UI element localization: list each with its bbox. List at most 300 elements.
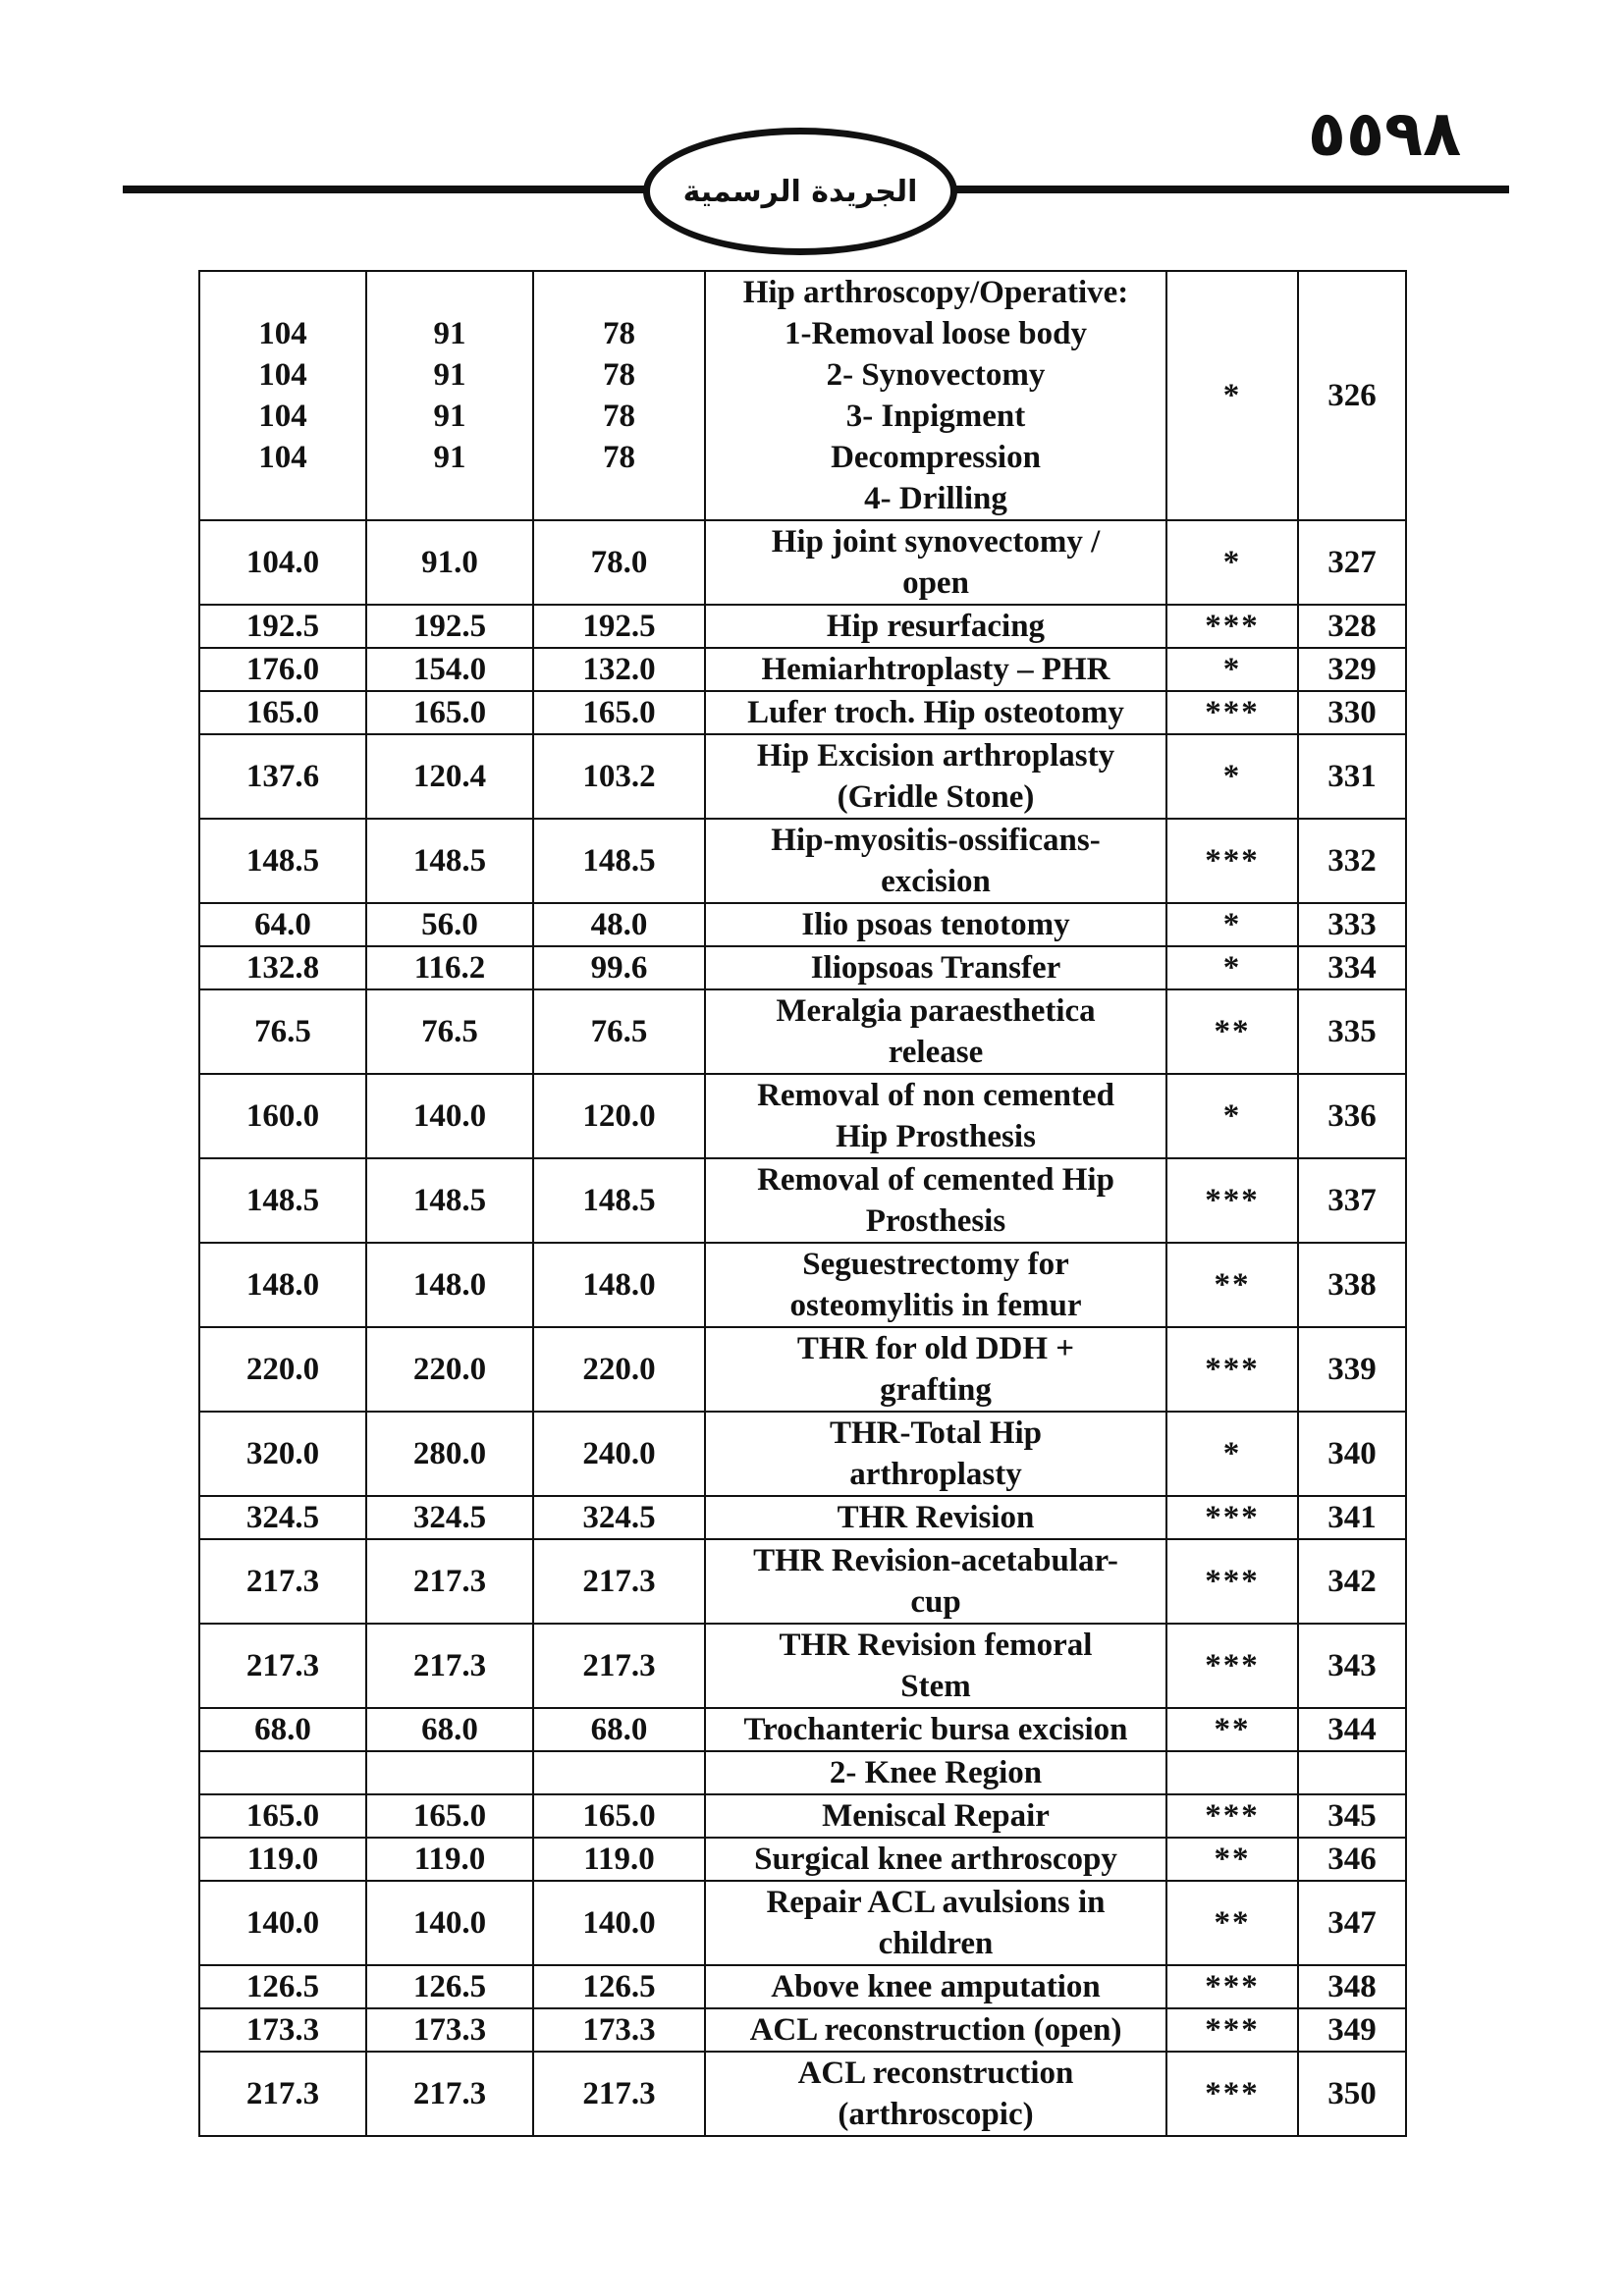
procedure-description-line: Hip arthroscopy/Operative: bbox=[742, 275, 1129, 310]
table-row bbox=[199, 946, 1406, 989]
category-mark: *** bbox=[1166, 1158, 1298, 1243]
fee-col-2 bbox=[366, 2052, 533, 2136]
category-mark: *** bbox=[1166, 1496, 1298, 1539]
table-row bbox=[199, 2052, 1406, 2136]
procedure-description-line: Surgical knee arthroscopy bbox=[754, 1842, 1117, 1877]
procedure-code: 334 bbox=[1298, 946, 1406, 989]
procedure-description bbox=[705, 2008, 1166, 2052]
fee-col-3-line: 68.0 bbox=[590, 1712, 648, 1747]
procedure-description-line: THR Revision-acetabular- bbox=[753, 1543, 1118, 1578]
procedure-description bbox=[705, 946, 1166, 989]
fee-col-1 bbox=[199, 605, 366, 648]
fee-col-1 bbox=[199, 1496, 366, 1539]
procedure-description bbox=[705, 1496, 1166, 1539]
table-row bbox=[199, 1624, 1406, 1708]
fee-col-1-line: 220.0 bbox=[245, 1352, 320, 1387]
procedure-description bbox=[705, 1412, 1166, 1496]
procedure-description-line: 3- Inpigment bbox=[845, 399, 1026, 434]
procedure-code: 326 bbox=[1298, 271, 1406, 520]
fee-col-3-line: 78 bbox=[603, 357, 635, 393]
procedure-code: 333 bbox=[1298, 903, 1406, 946]
category-mark: *** bbox=[1166, 819, 1298, 903]
procedure-code bbox=[1298, 1751, 1406, 1794]
procedure-description-line: release bbox=[888, 1035, 984, 1070]
fee-col-3-line: 78 bbox=[603, 316, 635, 351]
procedure-description bbox=[705, 1327, 1166, 1412]
procedure-description-line: Ilio psoas tenotomy bbox=[801, 907, 1070, 942]
procedure-code: 332 bbox=[1298, 819, 1406, 903]
fee-col-3-line: 324.5 bbox=[582, 1500, 656, 1535]
fee-col-1-line: 104 bbox=[258, 440, 307, 475]
fee-col-3 bbox=[533, 1794, 705, 1838]
fee-col-1-line: 64.0 bbox=[254, 907, 311, 942]
category-mark: *** bbox=[1166, 2052, 1298, 2136]
procedure-description-line: Hip joint synovectomy / bbox=[771, 524, 1101, 560]
procedure-description bbox=[705, 989, 1166, 1074]
fee-col-3 bbox=[533, 2008, 705, 2052]
procedure-code: 347 bbox=[1298, 1881, 1406, 1965]
fee-col-2-line: 148.5 bbox=[412, 1183, 487, 1218]
fee-col-2-line: 120.4 bbox=[412, 759, 487, 794]
procedure-description bbox=[705, 520, 1166, 605]
fee-col-1-line: 148.5 bbox=[245, 1183, 320, 1218]
procedure-description-line: open bbox=[902, 565, 969, 601]
procedure-description-line: (Gridle Stone) bbox=[837, 779, 1035, 815]
fee-col-3-line: 217.3 bbox=[582, 2076, 656, 2111]
fee-col-2-line: 119.0 bbox=[413, 1842, 486, 1877]
procedure-description-line: excision bbox=[881, 864, 991, 899]
category-mark: *** bbox=[1166, 1539, 1298, 1624]
procedure-code: 336 bbox=[1298, 1074, 1406, 1158]
fee-col-1 bbox=[199, 271, 366, 520]
category-mark: ** bbox=[1166, 1243, 1298, 1327]
procedure-description-line: Meralgia paraesthetica bbox=[776, 993, 1096, 1029]
procedure-description bbox=[705, 1965, 1166, 2008]
category-mark: ** bbox=[1166, 1708, 1298, 1751]
fee-col-3 bbox=[533, 1708, 705, 1751]
fee-col-2-line: 148.5 bbox=[412, 843, 487, 879]
fee-col-3 bbox=[533, 1539, 705, 1624]
fee-col-3-line: 132.0 bbox=[582, 652, 656, 687]
fee-col-1-line: 217.3 bbox=[245, 1564, 320, 1599]
fee-col-1 bbox=[199, 1539, 366, 1624]
procedure-description bbox=[705, 648, 1166, 691]
table-row bbox=[199, 605, 1406, 648]
procedure-description bbox=[705, 1074, 1166, 1158]
category-mark: *** bbox=[1166, 1794, 1298, 1838]
fee-col-3-line: 99.6 bbox=[590, 950, 648, 986]
fee-col-3 bbox=[533, 989, 705, 1074]
fee-col-3 bbox=[533, 1751, 705, 1794]
page-number: ٥٥٩٨ bbox=[1307, 98, 1462, 171]
procedure-code: 331 bbox=[1298, 734, 1406, 819]
fee-col-3-line: 240.0 bbox=[582, 1436, 656, 1471]
procedure-description bbox=[705, 1243, 1166, 1327]
procedure-description bbox=[705, 1708, 1166, 1751]
fee-col-1 bbox=[199, 2052, 366, 2136]
procedure-description-line: Lufer troch. Hip osteotomy bbox=[747, 695, 1124, 730]
fee-col-1 bbox=[199, 1708, 366, 1751]
procedure-description bbox=[705, 734, 1166, 819]
fee-col-2 bbox=[366, 1496, 533, 1539]
category-mark: *** bbox=[1166, 605, 1298, 648]
procedure-description-line: Meniscal Repair bbox=[822, 1798, 1050, 1834]
fee-col-3-line: 78 bbox=[603, 399, 635, 434]
category-mark: *** bbox=[1166, 2008, 1298, 2052]
procedure-description-line: 1-Removal loose body bbox=[785, 316, 1087, 351]
fee-col-1-line: 160.0 bbox=[245, 1098, 320, 1134]
procedure-description-line: ACL reconstruction (open) bbox=[749, 2012, 1122, 2048]
fee-col-1 bbox=[199, 819, 366, 903]
procedure-description-line: Seguestrectomy for bbox=[802, 1247, 1069, 1282]
fee-col-1-line: 140.0 bbox=[245, 1905, 320, 1941]
fee-col-2 bbox=[366, 819, 533, 903]
procedure-code: 342 bbox=[1298, 1539, 1406, 1624]
procedure-code: 350 bbox=[1298, 2052, 1406, 2136]
fee-col-3-line: 103.2 bbox=[582, 759, 656, 794]
fee-col-3-line: 148.0 bbox=[582, 1267, 656, 1303]
fee-col-3-line: 217.3 bbox=[582, 1564, 656, 1599]
procedure-description-line: (arthroscopic) bbox=[838, 2097, 1034, 2132]
fee-col-1 bbox=[199, 1751, 366, 1794]
fee-col-3 bbox=[533, 605, 705, 648]
fee-col-2 bbox=[366, 605, 533, 648]
fee-col-3-line: 220.0 bbox=[582, 1352, 656, 1387]
fee-col-3 bbox=[533, 1412, 705, 1496]
procedure-code: 344 bbox=[1298, 1708, 1406, 1751]
fee-col-3-line: 165.0 bbox=[582, 1798, 656, 1834]
procedure-description bbox=[705, 1158, 1166, 1243]
table-row bbox=[199, 1158, 1406, 1243]
procedure-description-line: Hip-myositis-ossificans- bbox=[771, 823, 1101, 858]
fee-col-2-line: 140.0 bbox=[412, 1905, 487, 1941]
fee-col-2 bbox=[366, 1539, 533, 1624]
procedure-code: 337 bbox=[1298, 1158, 1406, 1243]
fee-col-3-line: 192.5 bbox=[582, 609, 656, 644]
fee-col-3 bbox=[533, 903, 705, 946]
category-mark: *** bbox=[1166, 1965, 1298, 2008]
table-row bbox=[199, 520, 1406, 605]
fee-col-2 bbox=[366, 648, 533, 691]
fee-col-1-line: 165.0 bbox=[245, 1798, 320, 1834]
procedure-description-line: THR for old DDH + bbox=[796, 1331, 1075, 1366]
procedure-description-line: Hip Prosthesis bbox=[836, 1119, 1036, 1154]
fee-col-2-line: 165.0 bbox=[412, 1798, 487, 1834]
procedure-description-line: Removal of cemented Hip bbox=[757, 1162, 1114, 1198]
procedure-description bbox=[705, 1751, 1166, 1794]
fee-col-2 bbox=[366, 1881, 533, 1965]
fee-col-1 bbox=[199, 1881, 366, 1965]
fee-col-2 bbox=[366, 1327, 533, 1412]
fee-col-2 bbox=[366, 520, 533, 605]
category-mark: *** bbox=[1166, 1624, 1298, 1708]
procedure-code: 328 bbox=[1298, 605, 1406, 648]
table-row bbox=[199, 819, 1406, 903]
fee-col-3-line: 76.5 bbox=[590, 1014, 648, 1049]
fee-col-3 bbox=[533, 1624, 705, 1708]
fee-col-3 bbox=[533, 691, 705, 734]
fee-col-2 bbox=[366, 989, 533, 1074]
fee-col-2 bbox=[366, 1794, 533, 1838]
fee-col-3-line: 78.0 bbox=[590, 545, 648, 580]
fee-col-2-line: 76.5 bbox=[421, 1014, 478, 1049]
fee-col-2 bbox=[366, 2008, 533, 2052]
fee-col-1-line: 176.0 bbox=[245, 652, 320, 687]
category-mark: * bbox=[1166, 271, 1298, 520]
fee-col-2-line: 148.0 bbox=[412, 1267, 487, 1303]
fee-col-2-line: 165.0 bbox=[412, 695, 487, 730]
procedure-description-line: 2- Knee Region bbox=[829, 1755, 1043, 1790]
category-mark: *** bbox=[1166, 691, 1298, 734]
procedure-description bbox=[705, 1838, 1166, 1881]
fee-col-2 bbox=[366, 1965, 533, 2008]
fee-col-1-line: 148.5 bbox=[245, 843, 320, 879]
procedure-description-line: THR Revision bbox=[837, 1500, 1035, 1535]
table-row bbox=[199, 1965, 1406, 2008]
fee-col-2 bbox=[366, 1624, 533, 1708]
procedure-description bbox=[705, 2052, 1166, 2136]
fee-col-2 bbox=[366, 903, 533, 946]
fee-col-2-line: 126.5 bbox=[412, 1969, 487, 2004]
procedure-description-line: THR Revision femoral bbox=[779, 1628, 1093, 1663]
procedure-description-line: Removal of non cemented bbox=[757, 1078, 1114, 1113]
fee-col-1 bbox=[199, 1965, 366, 2008]
fee-col-2 bbox=[366, 1751, 533, 1794]
table-row bbox=[199, 2008, 1406, 2052]
fee-col-2-line: 91.0 bbox=[421, 545, 478, 580]
category-mark: * bbox=[1166, 946, 1298, 989]
fee-col-2-line: 154.0 bbox=[412, 652, 487, 687]
category-mark: * bbox=[1166, 648, 1298, 691]
procedure-description-line: Prosthesis bbox=[865, 1203, 1006, 1239]
fee-col-2-line: 217.3 bbox=[412, 1564, 487, 1599]
fee-col-1 bbox=[199, 1838, 366, 1881]
fee-col-3 bbox=[533, 271, 705, 520]
fee-col-3 bbox=[533, 1243, 705, 1327]
procedure-description bbox=[705, 819, 1166, 903]
fee-col-2-line: 68.0 bbox=[421, 1712, 478, 1747]
procedure-description-line: Hip resurfacing bbox=[826, 609, 1046, 644]
fee-col-1 bbox=[199, 1074, 366, 1158]
procedure-description bbox=[705, 271, 1166, 520]
procedure-description-line: THR-Total Hip bbox=[829, 1415, 1043, 1451]
fee-col-2-line: 91 bbox=[433, 399, 466, 434]
fee-col-1 bbox=[199, 946, 366, 989]
category-mark: *** bbox=[1166, 1327, 1298, 1412]
procedure-description-line: osteomylitis in femur bbox=[789, 1288, 1082, 1323]
fee-col-2 bbox=[366, 691, 533, 734]
procedure-code: 329 bbox=[1298, 648, 1406, 691]
fee-col-2 bbox=[366, 734, 533, 819]
fee-col-3-line: 148.5 bbox=[582, 1183, 656, 1218]
fee-col-3-line: 173.3 bbox=[582, 2012, 656, 2048]
fee-col-3 bbox=[533, 1327, 705, 1412]
fee-col-3 bbox=[533, 1881, 705, 1965]
procedure-description-line: ACL reconstruction bbox=[797, 2056, 1074, 2091]
procedure-description-line: Hip Excision arthroplasty bbox=[756, 738, 1115, 774]
procedure-code: 339 bbox=[1298, 1327, 1406, 1412]
fee-col-1 bbox=[199, 691, 366, 734]
fee-col-1 bbox=[199, 648, 366, 691]
fee-col-3 bbox=[533, 1158, 705, 1243]
fee-col-3-line: 126.5 bbox=[582, 1969, 656, 2004]
fee-col-1 bbox=[199, 1327, 366, 1412]
fee-col-1-line: 104.0 bbox=[245, 545, 320, 580]
procedure-description bbox=[705, 1539, 1166, 1624]
procedure-description-line: Above knee amputation bbox=[771, 1969, 1101, 2004]
fee-col-3-line: 165.0 bbox=[582, 695, 656, 730]
procedure-description bbox=[705, 1794, 1166, 1838]
procedure-description-line: 2- Synovectomy bbox=[826, 357, 1046, 393]
procedure-code: 330 bbox=[1298, 691, 1406, 734]
fee-col-1-line: 68.0 bbox=[254, 1712, 311, 1747]
fee-col-3 bbox=[533, 1496, 705, 1539]
fee-col-1 bbox=[199, 734, 366, 819]
procedure-description-line: grafting bbox=[880, 1372, 992, 1408]
fee-col-1-line: 192.5 bbox=[245, 609, 320, 644]
table-row bbox=[199, 1243, 1406, 1327]
fee-col-1-line: 165.0 bbox=[245, 695, 320, 730]
procedure-description-line: children bbox=[878, 1926, 994, 1961]
fee-col-3-line: 217.3 bbox=[582, 1648, 656, 1683]
category-mark: ** bbox=[1166, 989, 1298, 1074]
fee-col-1-line: 217.3 bbox=[245, 1648, 320, 1683]
procedure-description-line: cup bbox=[910, 1584, 961, 1620]
fee-col-3 bbox=[533, 734, 705, 819]
table-row bbox=[199, 1327, 1406, 1412]
procedure-code: 341 bbox=[1298, 1496, 1406, 1539]
gazette-title-oval bbox=[643, 128, 957, 255]
fee-col-2-line: 140.0 bbox=[412, 1098, 487, 1134]
fee-col-1 bbox=[199, 520, 366, 605]
fee-col-3 bbox=[533, 520, 705, 605]
fee-col-2-line: 280.0 bbox=[412, 1436, 487, 1471]
fee-col-1-line: 119.0 bbox=[246, 1842, 319, 1877]
procedure-description-line: Trochanteric bursa excision bbox=[743, 1712, 1128, 1747]
table-row bbox=[199, 1838, 1406, 1881]
fee-col-2 bbox=[366, 1838, 533, 1881]
fee-col-1 bbox=[199, 1794, 366, 1838]
table-row bbox=[199, 989, 1406, 1074]
fee-col-1-line: 173.3 bbox=[245, 2012, 320, 2048]
fee-col-1-line: 137.6 bbox=[245, 759, 320, 794]
category-mark: * bbox=[1166, 1412, 1298, 1496]
fee-col-2-line: 91 bbox=[433, 440, 466, 475]
procedure-code: 349 bbox=[1298, 2008, 1406, 2052]
table-row bbox=[199, 1074, 1406, 1158]
fee-col-2-line: 217.3 bbox=[412, 2076, 487, 2111]
procedure-code: 327 bbox=[1298, 520, 1406, 605]
table-row bbox=[199, 734, 1406, 819]
procedure-description bbox=[705, 1881, 1166, 1965]
gazette-title: الجريدة الرسمية bbox=[682, 174, 918, 209]
procedure-description bbox=[705, 691, 1166, 734]
fee-col-2 bbox=[366, 946, 533, 989]
fee-col-2 bbox=[366, 271, 533, 520]
fee-col-3 bbox=[533, 648, 705, 691]
fee-col-2 bbox=[366, 1708, 533, 1751]
fee-col-1-line: 217.3 bbox=[245, 2076, 320, 2111]
category-mark: * bbox=[1166, 520, 1298, 605]
procedure-code: 348 bbox=[1298, 1965, 1406, 2008]
fee-col-2 bbox=[366, 1074, 533, 1158]
fee-col-1-line: 76.5 bbox=[254, 1014, 311, 1049]
procedure-code: 345 bbox=[1298, 1794, 1406, 1838]
fee-col-3-line: 148.5 bbox=[582, 843, 656, 879]
fee-col-2 bbox=[366, 1158, 533, 1243]
fee-col-3-line: 78 bbox=[603, 440, 635, 475]
category-mark: * bbox=[1166, 734, 1298, 819]
fee-table-body bbox=[199, 271, 1406, 2136]
category-mark: ** bbox=[1166, 1838, 1298, 1881]
fee-col-3 bbox=[533, 946, 705, 989]
fee-col-1 bbox=[199, 2008, 366, 2052]
table-row bbox=[199, 1412, 1406, 1496]
fee-col-1-line: 132.8 bbox=[245, 950, 320, 986]
fee-col-2-line: 220.0 bbox=[412, 1352, 487, 1387]
table-row bbox=[199, 691, 1406, 734]
table-row bbox=[199, 1708, 1406, 1751]
fee-col-2-line: 173.3 bbox=[412, 2012, 487, 2048]
fee-col-2-line: 56.0 bbox=[421, 907, 478, 942]
fee-col-2-line: 217.3 bbox=[412, 1648, 487, 1683]
fee-col-1 bbox=[199, 1243, 366, 1327]
fee-col-3-line: 119.0 bbox=[583, 1842, 655, 1877]
fee-col-3-line: 120.0 bbox=[582, 1098, 656, 1134]
category-mark: ** bbox=[1166, 1881, 1298, 1965]
fee-col-1-line: 104 bbox=[258, 316, 307, 351]
procedure-description bbox=[705, 903, 1166, 946]
procedure-code: 346 bbox=[1298, 1838, 1406, 1881]
fee-col-3 bbox=[533, 2052, 705, 2136]
fee-col-2-line: 116.2 bbox=[413, 950, 486, 986]
fee-col-1-line: 324.5 bbox=[245, 1500, 320, 1535]
table-row bbox=[199, 271, 1406, 520]
fee-col-3-line: 140.0 bbox=[582, 1905, 656, 1941]
table-row bbox=[199, 1496, 1406, 1539]
fee-col-2-line: 91 bbox=[433, 316, 466, 351]
table-row bbox=[199, 648, 1406, 691]
fee-col-1 bbox=[199, 903, 366, 946]
category-mark: * bbox=[1166, 1074, 1298, 1158]
fee-col-2-line: 91 bbox=[433, 357, 466, 393]
fee-schedule-table bbox=[198, 270, 1407, 2137]
fee-col-2-line: 192.5 bbox=[412, 609, 487, 644]
procedure-description-line: Repair ACL avulsions in bbox=[766, 1885, 1106, 1920]
fee-col-1-line: 126.5 bbox=[245, 1969, 320, 2004]
fee-col-3 bbox=[533, 1074, 705, 1158]
fee-col-1-line: 104 bbox=[258, 399, 307, 434]
procedure-description-line: 4- Drilling bbox=[864, 481, 1007, 516]
procedure-description bbox=[705, 1624, 1166, 1708]
fee-col-2 bbox=[366, 1243, 533, 1327]
fee-col-1 bbox=[199, 1412, 366, 1496]
procedure-code: 340 bbox=[1298, 1412, 1406, 1496]
fee-col-1-line: 104 bbox=[258, 357, 307, 393]
fee-col-2-line: 324.5 bbox=[412, 1500, 487, 1535]
table-row bbox=[199, 903, 1406, 946]
procedure-description-line: Stem bbox=[900, 1669, 971, 1704]
fee-col-3-line: 48.0 bbox=[590, 907, 648, 942]
table-row bbox=[199, 1794, 1406, 1838]
procedure-description-line: Decompression bbox=[831, 440, 1041, 475]
fee-col-1 bbox=[199, 1158, 366, 1243]
fee-col-3 bbox=[533, 1965, 705, 2008]
fee-col-3 bbox=[533, 819, 705, 903]
procedure-description bbox=[705, 605, 1166, 648]
category-mark bbox=[1166, 1751, 1298, 1794]
procedure-code: 335 bbox=[1298, 989, 1406, 1074]
